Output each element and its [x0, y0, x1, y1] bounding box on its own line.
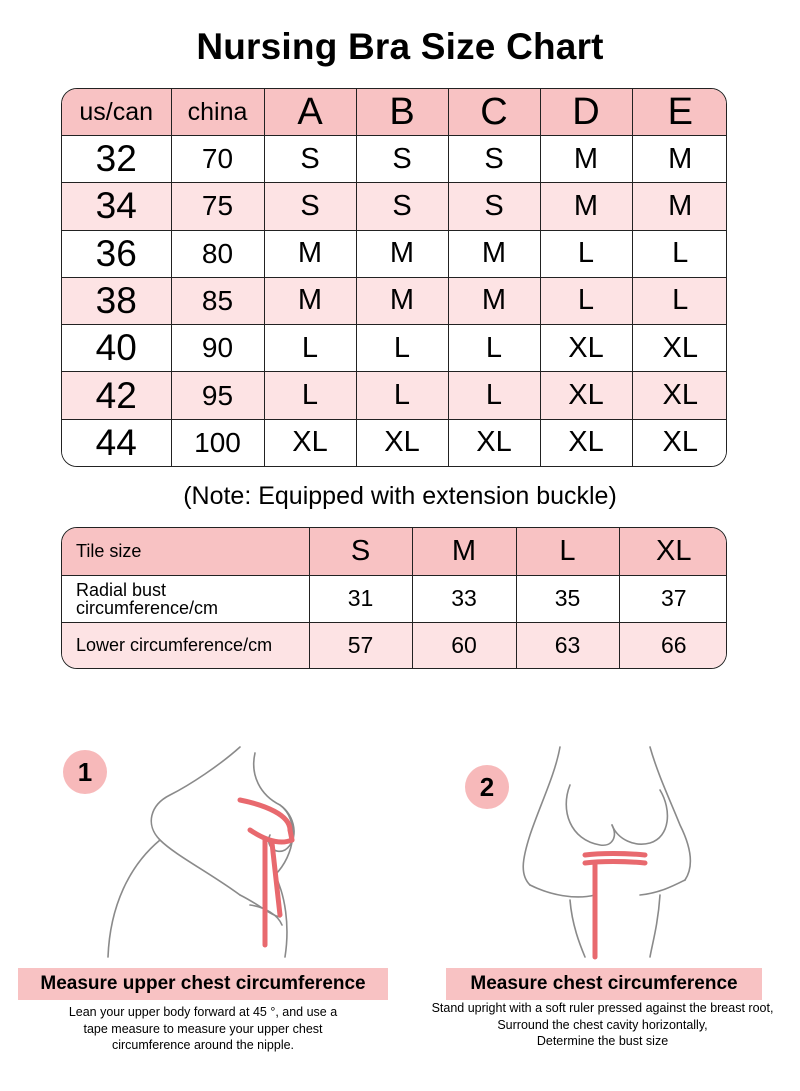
cell-us: 40 [62, 325, 171, 372]
cell-size: M [632, 136, 727, 183]
label-line: Lower circumference/cm [76, 635, 273, 656]
cell-size: XL [540, 325, 632, 372]
header-us-can: us/can [62, 89, 171, 136]
cell-size: M [448, 230, 540, 277]
cell-size: L [632, 230, 727, 277]
cell-size: S [448, 136, 540, 183]
cell-size: XL [264, 419, 356, 466]
extension-buckle-note: (Note: Equipped with extension buckle) [183, 482, 617, 510]
header-cup-a: A [264, 89, 356, 136]
cell-size: M [540, 183, 632, 230]
cell-size: L [448, 372, 540, 419]
cell-size: L [264, 372, 356, 419]
upper-chest-illustration [100, 745, 350, 960]
cell-value: 35 [516, 575, 619, 622]
cell-size: M [356, 230, 448, 277]
label-line: circumference/cm [76, 597, 219, 618]
cell-size: XL [356, 419, 448, 466]
cell-size: S [264, 136, 356, 183]
header-size: M [412, 528, 516, 575]
step-2-description [405, 1000, 800, 1050]
cell-us: 44 [62, 419, 171, 466]
description-line: Surround the chest cavity horizontally, [497, 1017, 708, 1032]
cell-size: L [356, 372, 448, 419]
cell-size: S [356, 183, 448, 230]
cell-value: 37 [619, 575, 727, 622]
cell-size: L [540, 230, 632, 277]
row-label-radial-bust [62, 575, 309, 622]
header-cup-d: D [540, 89, 632, 136]
cell-size: XL [632, 419, 727, 466]
step-2-title: Measure chest circumference [446, 968, 762, 1000]
cell-size: M [264, 277, 356, 324]
cell-size: S [264, 183, 356, 230]
measurement-table [61, 527, 727, 669]
bra-size-table [61, 88, 727, 467]
cell-size: L [264, 325, 356, 372]
cell-size: S [448, 183, 540, 230]
header-cup-c: C [448, 89, 540, 136]
step-1-description [33, 1004, 373, 1054]
cell-size: XL [540, 372, 632, 419]
cell-us: 38 [62, 277, 171, 324]
step-2-badge: 2 [465, 765, 509, 809]
cell-size: L [632, 277, 727, 324]
header-china: china [171, 89, 264, 136]
header-size: S [309, 528, 412, 575]
step-1-badge: 1 [63, 750, 107, 794]
header-size: L [516, 528, 619, 575]
cell-size: XL [540, 419, 632, 466]
chest-circumference-illustration [500, 745, 720, 960]
cell-value: 33 [412, 575, 516, 622]
description-line: circumference around the nipple. [111, 1038, 295, 1052]
table-row [62, 372, 727, 419]
cell-value: 60 [412, 622, 516, 668]
table-row [62, 325, 727, 372]
table-row [62, 575, 727, 622]
cell-size: L [540, 277, 632, 324]
cell-size: M [264, 230, 356, 277]
description-line: tape measure to measure your upper chest [83, 1021, 323, 1036]
cell-us: 34 [62, 183, 171, 230]
table-row [62, 419, 727, 466]
cell-value: 66 [619, 622, 727, 668]
cell-china: 90 [171, 325, 264, 372]
cell-china: 85 [171, 277, 264, 324]
header-cup-b: B [356, 89, 448, 136]
cell-us: 32 [62, 136, 171, 183]
row-label-lower-circumference [62, 622, 309, 668]
description-line: Lean your upper body forward at 45 °, and use a [68, 1005, 338, 1019]
table-header-row [62, 528, 727, 575]
cell-size: M [632, 183, 727, 230]
cell-china: 75 [171, 183, 264, 230]
cell-us: 36 [62, 230, 171, 277]
cell-us: 42 [62, 372, 171, 419]
description-line: Determine the bust size [536, 1034, 669, 1048]
cell-size: XL [632, 325, 727, 372]
table-row [62, 183, 727, 230]
table-row [62, 622, 727, 668]
cell-size: M [448, 277, 540, 324]
cell-value: 57 [309, 622, 412, 668]
table-header-row [62, 89, 727, 136]
header-tile-size: Tile size [62, 528, 309, 575]
header-size: XL [619, 528, 727, 575]
cell-size: L [356, 325, 448, 372]
cell-china: 95 [171, 372, 264, 419]
label-line: Radial bust [76, 579, 167, 600]
cell-size: L [448, 325, 540, 372]
cell-china: 70 [171, 136, 264, 183]
cell-value: 31 [309, 575, 412, 622]
cell-size: S [356, 136, 448, 183]
cell-size: XL [448, 419, 540, 466]
cell-china: 100 [171, 419, 264, 466]
table-row [62, 277, 727, 324]
cell-size: M [540, 136, 632, 183]
page-title: Nursing Bra Size Chart [196, 26, 604, 67]
cell-size: XL [632, 372, 727, 419]
cell-size: M [356, 277, 448, 324]
table-row [62, 136, 727, 183]
header-cup-e: E [632, 89, 727, 136]
table-row [62, 230, 727, 277]
description-line: Stand upright with a soft ruler pressed against the breast root, [431, 1001, 774, 1015]
cell-china: 80 [171, 230, 264, 277]
cell-value: 63 [516, 622, 619, 668]
step-1-title: Measure upper chest circumference [18, 968, 388, 1000]
